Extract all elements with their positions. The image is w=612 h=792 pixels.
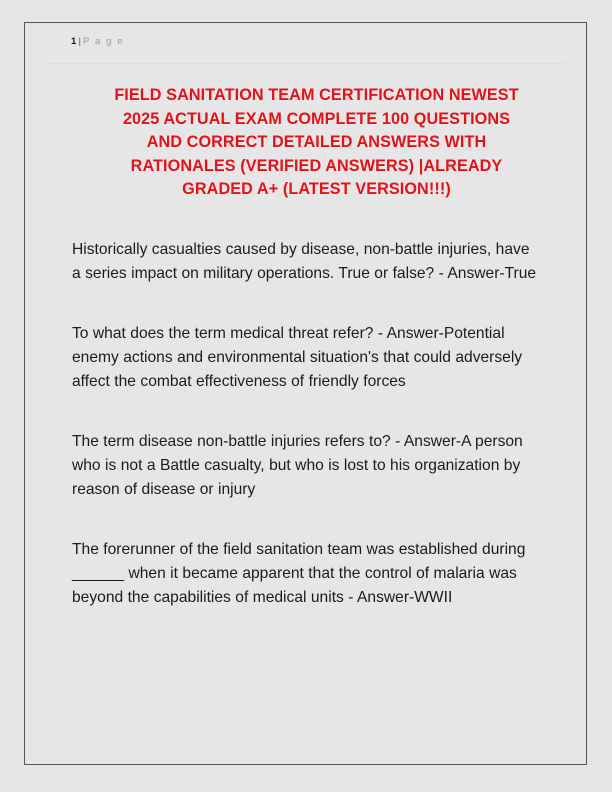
qa-item-3: The term disease non-battle injuries refers to? - Answer-A person who is not a Battle casualty, but who is lost to his organization by reason of disease or injury — [72, 432, 523, 498]
title-line-3: AND CORRECT DETAILED ANSWERS WITH — [146, 133, 487, 151]
qa-item-1: Historically casualties caused by disease, non-battle injuries, have a series impact on military operations. True or false? - Answer-True — [72, 240, 537, 282]
header-separator: | — [78, 36, 81, 47]
title-line-5: GRADED A+ (LATEST VERSION!!!) — [182, 180, 451, 198]
page-content-area — [25, 23, 586, 764]
qa-item-2: To what does the term medical threat refer? - Answer-Potential enemy actions and environmental situation's that could adversely affect the combat effectiveness of friendly forces — [72, 324, 523, 390]
title-line-2: 2025 ACTUAL EXAM COMPLETE 100 QUESTIONS — [122, 109, 511, 128]
document-title — [81, 84, 552, 202]
qa-item-4: The forerunner of the field sanitation team was established during ______ when it became apparent that the control of malaria was beyond the capabilities of medical units - Answer-WWII — [72, 540, 526, 606]
qa-list — [72, 238, 542, 610]
title-line-4: RATIONALES (VERIFIED ANSWERS) |ALREADY — [130, 156, 503, 175]
header-divider — [49, 63, 565, 64]
header-page-number: 1 — [71, 36, 77, 47]
header-page-label: P a g e — [82, 36, 125, 47]
title-line-1: FIELD SANITATION TEAM CERTIFICATION NEWEST — [114, 86, 519, 104]
page-header — [71, 34, 562, 60]
document-page — [24, 22, 587, 765]
